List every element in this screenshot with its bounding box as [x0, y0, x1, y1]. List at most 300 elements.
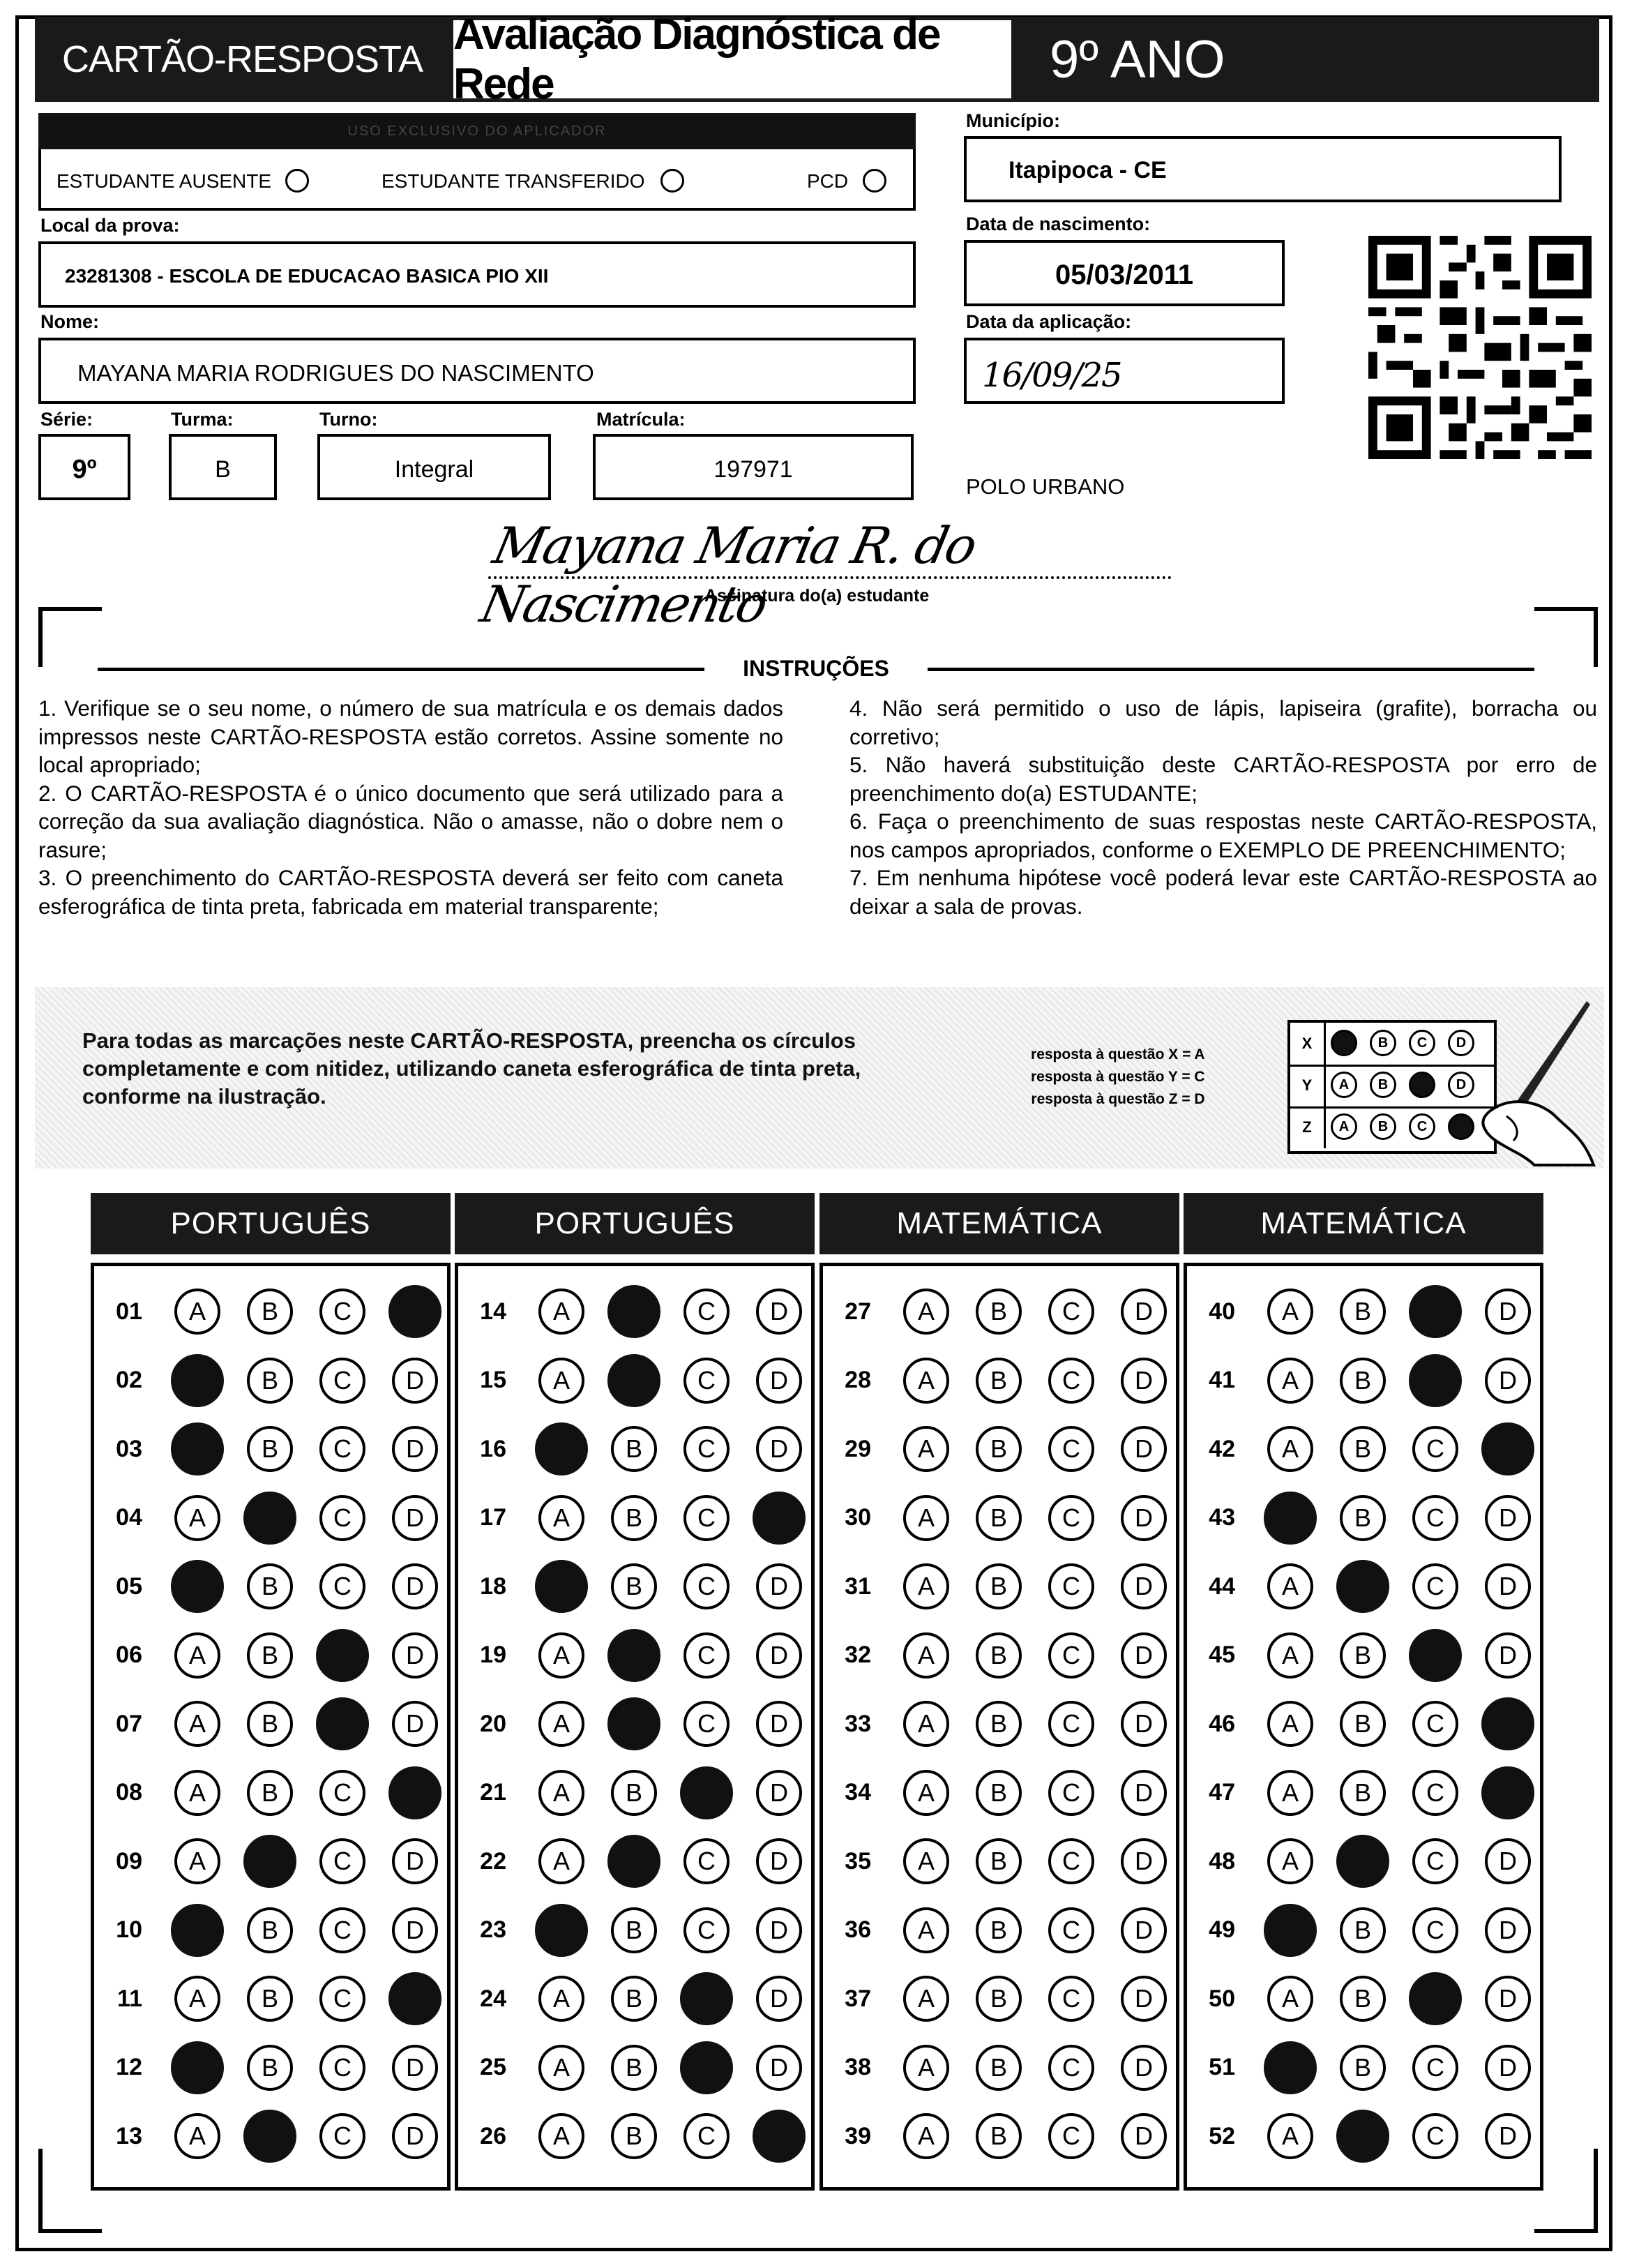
answer-bubble[interactable]: A [538, 1289, 584, 1335]
answer-bubble-filled[interactable] [171, 1422, 224, 1475]
answer-bubble-filled[interactable] [1264, 1904, 1317, 1957]
answer-bubble-filled[interactable] [1481, 1422, 1534, 1475]
answer-bubble-filled[interactable] [1481, 1697, 1534, 1750]
question-number: 45 [1209, 1642, 1235, 1668]
answer-bubble[interactable]: A [538, 1358, 584, 1404]
answer-bubble[interactable]: B [1340, 2045, 1386, 2091]
question-number: 03 [116, 1435, 142, 1462]
answer-bubble[interactable]: C [1048, 1770, 1094, 1816]
answer-bubble[interactable]: D [756, 1701, 802, 1747]
answer-bubble-filled[interactable] [1336, 2110, 1389, 2163]
answer-bubble-filled[interactable] [535, 1560, 588, 1613]
answer-bubble[interactable]: A [903, 1838, 949, 1884]
answer-bubble[interactable]: C [319, 1289, 365, 1335]
answer-bubble-filled[interactable] [388, 1972, 441, 2025]
answer-bubble-filled[interactable] [680, 1766, 733, 1819]
answer-bubble[interactable]: A [903, 1976, 949, 2022]
example-bubble: D [1448, 1030, 1474, 1056]
answer-bubble[interactable]: A [538, 1701, 584, 1747]
answer-bubble[interactable]: A [1267, 1976, 1313, 2022]
answer-bubble[interactable]: B [976, 1289, 1022, 1335]
answer-bubble[interactable]: A [174, 1701, 220, 1747]
question-number: 15 [480, 1367, 506, 1393]
answer-bubble[interactable]: A [903, 1495, 949, 1541]
answer-bubble[interactable]: D [756, 1289, 802, 1335]
question-number: 35 [845, 1847, 871, 1875]
question-number: 32 [845, 1642, 871, 1668]
answer-bubble-filled[interactable] [535, 1904, 588, 1957]
answer-bubble[interactable]: B [247, 1701, 293, 1747]
question-number: 28 [845, 1367, 871, 1393]
answer-bubble[interactable]: B [976, 1426, 1022, 1472]
question-row [835, 1353, 1167, 1409]
question-row [106, 1284, 438, 1339]
question-row [1199, 1284, 1531, 1339]
question-number: 14 [480, 1298, 506, 1325]
answer-bubble[interactable]: B [247, 1632, 293, 1679]
answer-bubble[interactable]: B [611, 1907, 657, 1953]
answer-bubble[interactable]: D [1121, 1976, 1167, 2022]
answer-bubble[interactable]: A [174, 1495, 220, 1541]
question-row [470, 1559, 802, 1614]
answer-bubble[interactable]: D [392, 1838, 438, 1884]
answer-bubble[interactable]: B [247, 1358, 293, 1404]
answer-bubble[interactable]: C [683, 2113, 730, 2159]
answer-bubble[interactable]: A [903, 1563, 949, 1609]
answer-bubble-filled[interactable] [243, 1492, 296, 1545]
turma-value: B [215, 456, 231, 483]
answer-bubble-filled[interactable] [535, 1422, 588, 1475]
answer-bubble-filled[interactable] [1336, 1560, 1389, 1613]
turno-box [317, 434, 551, 500]
answer-bubble-filled[interactable] [753, 2110, 806, 2163]
answer-bubble[interactable]: A [174, 2113, 220, 2159]
answer-bubble[interactable]: D [756, 1907, 802, 1953]
answer-bubble[interactable]: C [319, 1976, 365, 2022]
answer-bubble-filled[interactable] [607, 1354, 660, 1407]
section-header: PORTUGUÊS [455, 1193, 815, 1254]
answer-bubble[interactable]: C [319, 1426, 365, 1472]
question-row [470, 1971, 802, 2027]
answer-bubble[interactable]: D [1121, 1838, 1167, 1884]
answer-bubble[interactable]: D [756, 1358, 802, 1404]
answer-bubble[interactable]: D [1485, 1563, 1531, 1609]
question-row [106, 1902, 438, 1958]
section-header: PORTUGUÊS [91, 1193, 451, 1254]
answer-bubble[interactable]: A [174, 1632, 220, 1679]
answer-bubble[interactable]: B [976, 2113, 1022, 2159]
answer-bubble[interactable]: C [319, 1770, 365, 1816]
question-number: 24 [480, 1985, 506, 2012]
answer-bubble[interactable]: C [1048, 1426, 1094, 1472]
answer-bubble[interactable]: A [1267, 2113, 1313, 2159]
instruction-4: 4. Não será permitido o uso de lápis, lapiseira (grafite), borracha ou corretivo; [849, 696, 1597, 749]
answer-bubble[interactable]: C [683, 1701, 730, 1747]
answer-bubble[interactable]: D [392, 1907, 438, 1953]
answer-bubble[interactable]: C [683, 1358, 730, 1404]
answer-bubble[interactable]: A [538, 1632, 584, 1679]
answer-bubble-filled[interactable] [1409, 1972, 1462, 2025]
qr-code [1368, 236, 1592, 459]
answer-bubble[interactable]: D [1121, 1907, 1167, 1953]
answer-bubble[interactable]: D [1121, 1426, 1167, 1472]
answer-bubble[interactable]: D [1485, 1838, 1531, 1884]
question-row [106, 1696, 438, 1752]
answer-bubble-filled[interactable] [607, 1697, 660, 1750]
example-bubble: D [1448, 1072, 1474, 1098]
question-number: 50 [1209, 1985, 1235, 2012]
answer-bubble[interactable]: B [976, 2045, 1022, 2091]
serie-box [38, 434, 130, 500]
pcd-radio[interactable] [863, 169, 886, 193]
example-row [1290, 1106, 1494, 1148]
answer-bubble[interactable]: A [903, 1701, 949, 1747]
answer-bubble[interactable]: B [1340, 1701, 1386, 1747]
section-header: MATEMÁTICA [1184, 1193, 1543, 1254]
answer-bubble[interactable]: B [611, 1976, 657, 2022]
answer-bubble[interactable]: D [392, 1426, 438, 1472]
answer-bubble[interactable]: C [1048, 2113, 1094, 2159]
example-bubble: B [1370, 1113, 1396, 1140]
answer-bubble[interactable]: D [1121, 1632, 1167, 1679]
answer-bubble[interactable]: B [1340, 1632, 1386, 1679]
answer-bubble[interactable]: D [1121, 2113, 1167, 2159]
answer-bubble[interactable]: A [1267, 1838, 1313, 1884]
answer-bubble[interactable]: B [247, 1563, 293, 1609]
answer-bubble-filled[interactable] [680, 2041, 733, 2094]
answer-bubble[interactable]: C [1048, 1838, 1094, 1884]
answer-bubble[interactable]: A [903, 1770, 949, 1816]
answer-bubble[interactable]: C [683, 1907, 730, 1953]
question-row [106, 1421, 438, 1477]
answer-bubble[interactable]: C [1048, 1563, 1094, 1609]
answer-bubble[interactable]: C [319, 2113, 365, 2159]
answer-bubble[interactable]: A [174, 1289, 220, 1335]
answer-bubble[interactable]: A [903, 1907, 949, 1953]
answer-bubble[interactable]: D [392, 1563, 438, 1609]
answer-bubble[interactable]: C [1412, 1701, 1458, 1747]
answer-bubble[interactable]: A [903, 2045, 949, 2091]
question-number: 25 [480, 2054, 506, 2080]
answer-bubble[interactable]: C [1048, 1976, 1094, 2022]
local-box [38, 241, 916, 308]
answer-bubble[interactable]: D [1121, 1563, 1167, 1609]
question-row [835, 2108, 1167, 2164]
question-row [1199, 1559, 1531, 1614]
example-answers [1031, 1044, 1205, 1111]
question-row [470, 1833, 802, 1889]
answer-bubble[interactable]: B [611, 2113, 657, 2159]
answer-bubble[interactable]: C [1412, 1495, 1458, 1541]
frame-corner-br [1534, 2149, 1598, 2233]
answer-bubble[interactable]: C [1412, 1770, 1458, 1816]
question-number: 46 [1209, 1710, 1235, 1737]
answer-bubble[interactable]: B [611, 2045, 657, 2091]
answer-bubble[interactable]: C [1412, 1907, 1458, 1953]
question-number: 20 [480, 1710, 506, 1737]
answer-bubble[interactable]: B [976, 1838, 1022, 1884]
answer-bubble[interactable]: D [1121, 1701, 1167, 1747]
answer-bubble[interactable]: C [1048, 1289, 1094, 1335]
answer-bubble[interactable]: C [683, 1563, 730, 1609]
answer-bubble[interactable]: A [174, 1976, 220, 2022]
answer-bubble[interactable]: B [247, 2045, 293, 2091]
answer-bubble[interactable]: D [1485, 1907, 1531, 1953]
answer-bubble[interactable]: A [1267, 1426, 1313, 1472]
answer-bubble[interactable]: C [683, 1838, 730, 1884]
answer-bubble-filled[interactable] [607, 1629, 660, 1682]
question-number: 34 [845, 1779, 871, 1805]
question-row [835, 1971, 1167, 2027]
answer-bubble[interactable]: B [611, 1495, 657, 1541]
answer-bubble[interactable]: A [538, 1838, 584, 1884]
exam-title: Avaliação Diagnóstica de Rede [450, 17, 1015, 102]
answer-bubble-filled[interactable] [171, 1560, 224, 1613]
question-number: 11 [117, 1985, 142, 2012]
answer-bubble-filled[interactable] [1409, 1354, 1462, 1407]
answer-bubble[interactable]: A [903, 1632, 949, 1679]
question-number: 44 [1209, 1572, 1235, 1600]
question-row [106, 1628, 438, 1683]
answer-bubble[interactable]: C [1048, 1701, 1094, 1747]
question-number: 52 [1209, 2122, 1235, 2149]
answer-bubble[interactable]: D [756, 1838, 802, 1884]
nome-value: MAYANA MARIA RODRIGUES DO NASCIMENTO [77, 360, 594, 386]
question-row [835, 1559, 1167, 1614]
answer-bubble[interactable]: A [538, 1770, 584, 1816]
question-number: 19 [480, 1642, 506, 1668]
answer-bubble[interactable]: A [1267, 1770, 1313, 1816]
answer-bubble-filled[interactable] [607, 1835, 660, 1888]
answer-bubble[interactable]: C [1412, 2113, 1458, 2159]
answer-bubble-filled[interactable] [1264, 1492, 1317, 1545]
answer-bubble-filled[interactable] [753, 1492, 806, 1545]
answer-bubble[interactable]: C [1048, 1495, 1094, 1541]
question-number: 47 [1209, 1779, 1235, 1805]
answer-bubble[interactable]: B [1340, 1495, 1386, 1541]
answer-bubble[interactable]: B [611, 1563, 657, 1609]
instruction-1: 1. Verifique se o seu nome, o número de sua matrícula e os demais dados impressos neste CARTÃO-RESPOSTA estão corretos. Assine somente no local apropriado; [38, 696, 783, 777]
nascimento-label: Data de nascimento: [966, 213, 1151, 234]
question-number: 17 [480, 1504, 506, 1531]
question-row [470, 1490, 802, 1546]
answer-bubble[interactable]: B [976, 1907, 1022, 1953]
answer-bubble[interactable]: A [538, 2113, 584, 2159]
answer-bubble[interactable]: A [903, 2113, 949, 2159]
answer-bubble[interactable]: A [1267, 1289, 1313, 1335]
answer-bubble[interactable]: C [1048, 1907, 1094, 1953]
question-number: 04 [116, 1504, 142, 1531]
answer-bubble[interactable]: C [1412, 1838, 1458, 1884]
answer-bubble[interactable]: D [392, 2045, 438, 2091]
turno-value: Integral [394, 456, 474, 483]
nome-label: Nome: [40, 311, 100, 332]
example-text: Para todas as marcações neste CARTÃO-RESPOSTA, preencha os círculos completamente e com nitidez, utilizando caneta esferográfica de tinta preta, conforme na ilustração. [82, 1028, 861, 1109]
answer-bubble[interactable]: D [1121, 1770, 1167, 1816]
answer-bubble[interactable]: B [976, 1701, 1022, 1747]
question-row [1199, 1490, 1531, 1546]
answer-bubble[interactable]: B [976, 1976, 1022, 2022]
answer-bubble[interactable]: C [683, 1632, 730, 1679]
instructions-left [38, 694, 783, 920]
example-answer-y: resposta à questão Y = C [1031, 1069, 1205, 1085]
answer-bubble[interactable]: A [903, 1289, 949, 1335]
local-label: Local da prova: [40, 215, 180, 236]
frame-corner-bl [38, 2149, 102, 2233]
answer-bubble[interactable]: D [392, 1495, 438, 1541]
answer-bubble[interactable]: C [319, 2045, 365, 2091]
answer-bubble-filled[interactable] [243, 2110, 296, 2163]
answer-bubble[interactable]: D [1485, 1358, 1531, 1404]
transferred-radio[interactable] [660, 169, 684, 193]
answer-bubble[interactable]: A [174, 1770, 220, 1816]
question-row [835, 1421, 1167, 1477]
answer-bubble[interactable]: C [319, 1907, 365, 1953]
applicator-bar: USO EXCLUSIVO DO APLICADOR [38, 113, 916, 149]
answer-bubble[interactable]: D [392, 1632, 438, 1679]
question-row [470, 1284, 802, 1339]
question-number: 48 [1209, 1847, 1235, 1875]
answer-bubble[interactable]: D [756, 1426, 802, 1472]
answer-bubble[interactable]: B [1340, 1289, 1386, 1335]
answer-bubble[interactable]: B [611, 1426, 657, 1472]
answer-bubble[interactable]: A [174, 1838, 220, 1884]
answer-bubble[interactable]: D [392, 1358, 438, 1404]
answer-bubble[interactable]: B [1340, 1976, 1386, 2022]
answer-bubble[interactable]: A [903, 1358, 949, 1404]
answer-bubble[interactable]: B [976, 1770, 1022, 1816]
answer-bubble[interactable]: B [247, 1907, 293, 1953]
answer-bubble[interactable]: D [756, 1976, 802, 2022]
answer-bubble[interactable]: B [1340, 1358, 1386, 1404]
answer-bubble[interactable]: D [1121, 1358, 1167, 1404]
answer-bubble-filled[interactable] [388, 1285, 441, 1338]
nome-box [38, 338, 916, 404]
signature-label: Assinatura do(a) estudante [704, 586, 930, 606]
answer-bubble[interactable]: D [1121, 1289, 1167, 1335]
answer-bubble[interactable]: D [1485, 1495, 1531, 1541]
answer-bubble[interactable]: C [1412, 2045, 1458, 2091]
answer-bubble[interactable]: B [1340, 1907, 1386, 1953]
answer-bubble-filled[interactable] [1264, 2041, 1317, 2094]
answer-bubble[interactable]: C [1048, 1632, 1094, 1679]
answer-bubble[interactable]: C [683, 1289, 730, 1335]
answer-bubble[interactable]: B [976, 1358, 1022, 1404]
answer-bubble-filled[interactable] [1409, 1285, 1462, 1338]
instruction-6: 6. Faça o preenchimento de suas respostas neste CARTÃO-RESPOSTA, nos campos apropriados, conforme o EXEMPLO DE PREENCHIMENTO; [849, 809, 1597, 862]
aplicacao-label: Data da aplicação: [966, 311, 1132, 332]
answer-bubble-filled[interactable] [607, 1285, 660, 1338]
answer-bubble[interactable]: D [1121, 1495, 1167, 1541]
turno-label: Turno: [319, 409, 378, 430]
answer-bubble[interactable]: A [538, 2045, 584, 2091]
question-number: 51 [1209, 2054, 1235, 2080]
answer-bubble-filled[interactable] [680, 1972, 733, 2025]
answer-bubble[interactable]: A [1267, 1358, 1313, 1404]
answer-bubble[interactable]: D [1121, 2045, 1167, 2091]
answer-bubble[interactable]: D [756, 1632, 802, 1679]
answer-bubble[interactable]: D [756, 2045, 802, 2091]
answer-bubble[interactable]: C [319, 1838, 365, 1884]
answer-bubble[interactable]: B [976, 1563, 1022, 1609]
answer-bubble[interactable]: B [1340, 1770, 1386, 1816]
example-bubble [1331, 1030, 1357, 1056]
answer-bubble[interactable]: C [319, 1563, 365, 1609]
answer-bubble[interactable]: B [247, 1976, 293, 2022]
answer-bubble-filled[interactable] [388, 1766, 441, 1819]
answer-bubble[interactable]: A [538, 1976, 584, 2022]
answer-bubble[interactable]: B [247, 1289, 293, 1335]
instruction-5: 5. Não haverá substituição deste CARTÃO-RESPOSTA por erro de preenchimento do(a) ESTUDANTE; [849, 752, 1597, 806]
answer-bubble[interactable]: D [1485, 2113, 1531, 2159]
answer-bubble-filled[interactable] [171, 1904, 224, 1957]
answer-bubble[interactable]: C [683, 1495, 730, 1541]
answer-bubble[interactable]: C [1048, 2045, 1094, 2091]
answer-bubble[interactable]: D [392, 2113, 438, 2159]
answer-bubble-filled[interactable] [171, 1354, 224, 1407]
question-row [1199, 1421, 1531, 1477]
answer-bubble[interactable]: D [1485, 1289, 1531, 1335]
answer-bubble[interactable]: C [1048, 1358, 1094, 1404]
answer-bubble[interactable]: B [976, 1632, 1022, 1679]
question-row [835, 1628, 1167, 1683]
absent-radio[interactable] [285, 169, 309, 193]
question-number: 22 [480, 1847, 506, 1875]
answer-bubble[interactable]: B [976, 1495, 1022, 1541]
answer-bubble[interactable]: C [1412, 1563, 1458, 1609]
answer-bubble[interactable]: B [247, 1770, 293, 1816]
answer-bubble[interactable]: A [538, 1495, 584, 1541]
answer-bubble[interactable]: A [1267, 1632, 1313, 1679]
answer-bubble[interactable]: A [903, 1426, 949, 1472]
answer-bubble-filled[interactable] [243, 1835, 296, 1888]
answer-bubble[interactable]: D [1485, 1632, 1531, 1679]
question-row [470, 2108, 802, 2164]
answer-bubble-filled[interactable] [316, 1629, 369, 1682]
question-number: 13 [116, 2122, 142, 2149]
question-row [106, 1971, 438, 2027]
answer-bubble[interactable]: A [1267, 1563, 1313, 1609]
hand-pen-icon [1465, 998, 1601, 1169]
answer-bubble-filled[interactable] [316, 1697, 369, 1750]
answer-bubble[interactable]: C [319, 1358, 365, 1404]
question-row [106, 1833, 438, 1889]
answer-bubble[interactable]: B [611, 1770, 657, 1816]
answer-bubble[interactable]: B [247, 1426, 293, 1472]
answer-bubble[interactable]: D [756, 1770, 802, 1816]
question-row [835, 1490, 1167, 1546]
question-number: 16 [480, 1435, 506, 1462]
answer-bubble[interactable]: C [683, 1426, 730, 1472]
question-row [1199, 1833, 1531, 1889]
answer-bubble[interactable]: D [756, 1563, 802, 1609]
answer-bubble[interactable]: A [1267, 1701, 1313, 1747]
question-row [470, 2040, 802, 2096]
answer-bubble[interactable]: B [1340, 1426, 1386, 1472]
answer-bubble[interactable]: C [1412, 1426, 1458, 1472]
question-number: 26 [480, 2122, 506, 2149]
answer-bubble-filled[interactable] [1481, 1766, 1534, 1819]
answer-bubble-filled[interactable] [171, 2041, 224, 2094]
answer-bubble[interactable]: D [1485, 1976, 1531, 2022]
example-bubble: C [1409, 1113, 1435, 1140]
answer-bubble-filled[interactable] [1409, 1629, 1462, 1682]
answer-bubble[interactable]: C [319, 1495, 365, 1541]
answer-bubble-filled[interactable] [1336, 1835, 1389, 1888]
answer-bubble[interactable]: D [392, 1701, 438, 1747]
answer-bubble[interactable]: D [1485, 2045, 1531, 2091]
question-row [470, 1765, 802, 1821]
